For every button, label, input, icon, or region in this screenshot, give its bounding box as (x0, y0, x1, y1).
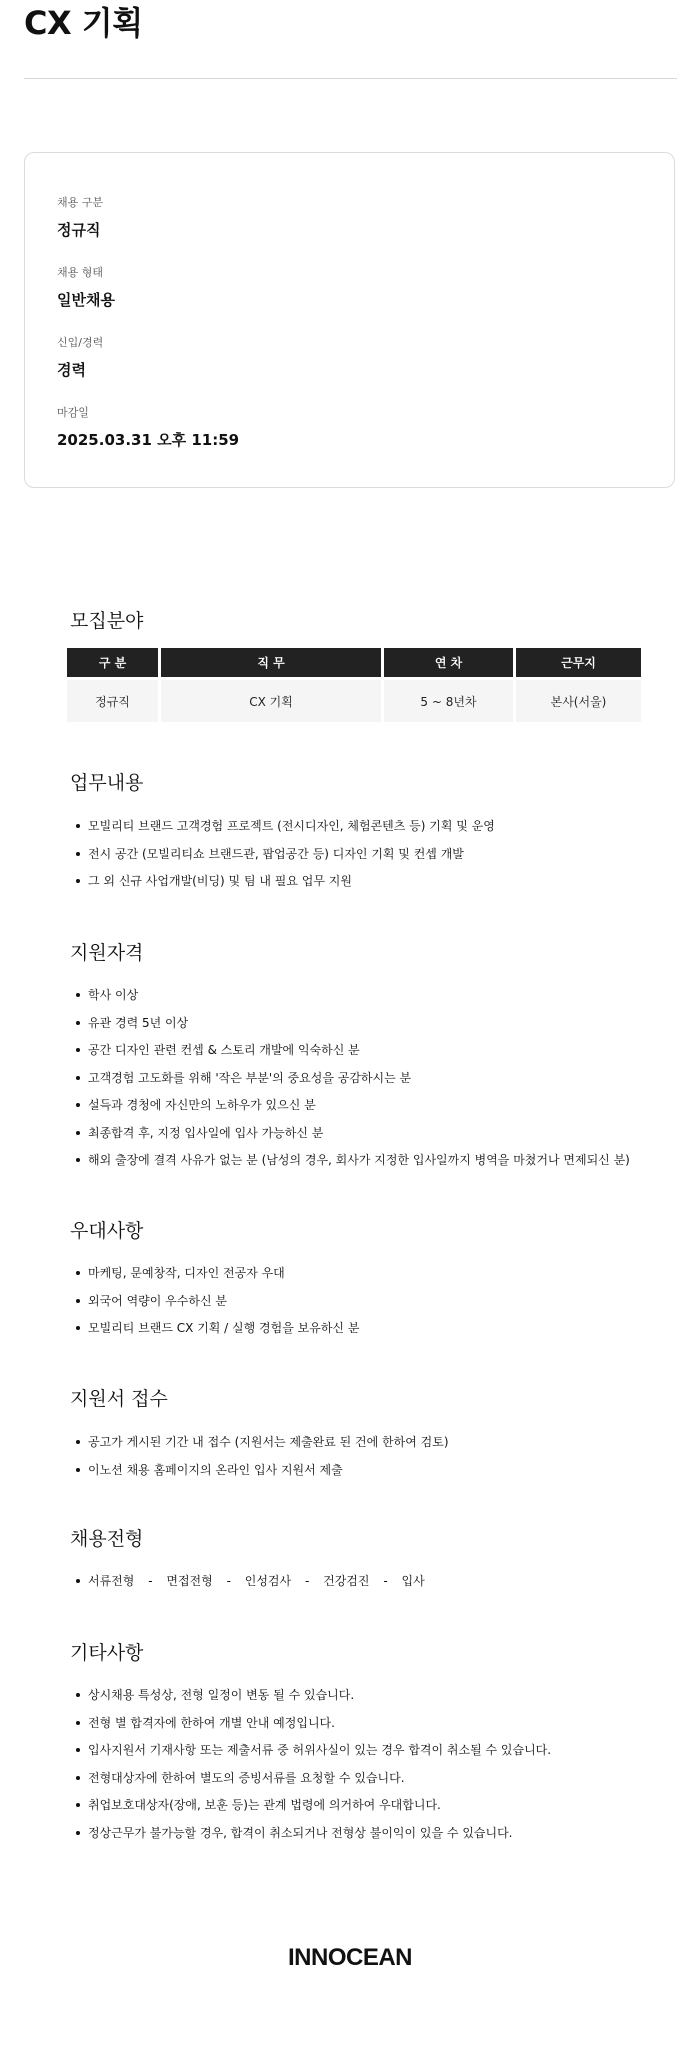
table-cell: 정규직 (67, 680, 158, 722)
process-step: 입사 (401, 1574, 425, 1588)
info-employment-category (57, 195, 103, 241)
list-item: 전형 별 합격자에 한하여 개별 안내 예정입니다. (74, 1715, 551, 1743)
list-item: 입사지원서 기재사항 또는 제출서류 중 허위사실이 있는 경우 합격이 취소될 수 있습니다. (74, 1742, 551, 1770)
section-heading-preferred: 우대사항 (70, 1220, 144, 1242)
list-item: 전형대상자에 한하여 별도의 증빙서류를 요청할 수 있습니다. (74, 1770, 551, 1798)
process-step: 면접전형 (166, 1574, 213, 1588)
list-item: 고객경험 고도화를 위해 '작은 부분'의 중요성을 공감하시는 분 (74, 1070, 630, 1098)
section-heading-etc: 기타사항 (70, 1642, 144, 1664)
list-item: 해외 출장에 결격 사유가 없는 분 (남성의 경우, 회사가 지정한 입사일까지 병역을 마쳤거나 면제되신 분) (74, 1152, 630, 1180)
table-row (67, 680, 641, 722)
application-list (74, 1434, 449, 1489)
section-heading-duties: 업무내용 (70, 772, 144, 794)
innocean-logo: INNOCEAN (287, 1944, 412, 1971)
table-cell: CX 기획 (161, 680, 381, 722)
list-item: 정상근무가 불가능할 경우, 합격이 취소되거나 전형상 불이익이 있을 수 있습니다. (74, 1825, 551, 1853)
list-item: 이노션 채용 홈페이지의 온라인 입사 지원서 제출 (74, 1462, 449, 1490)
process-step: 건강검진 (323, 1574, 370, 1588)
section-heading-process: 채용전형 (70, 1528, 144, 1550)
info-label: 채용 형태 (57, 266, 104, 279)
process-step: 인성검사 (244, 1574, 292, 1588)
process-separator: - (226, 1574, 231, 1588)
list-item: 모빌리티 브랜드 고객경험 프로젝트 (전시디자인, 체험콘텐츠 등) 기획 및 운영 (74, 818, 495, 846)
process-separator: - (148, 1574, 153, 1588)
section-heading-qualifications: 지원자격 (70, 942, 144, 964)
table-header-cell: 연 차 (384, 648, 513, 680)
section-heading-recruit: 모집분야 (70, 610, 144, 632)
duties-list (74, 818, 495, 901)
info-label: 채용 구분 (57, 196, 104, 209)
list-item: 공고가 게시된 기간 내 접수 (지원서는 제출완료 된 건에 한하여 검토) (74, 1434, 449, 1462)
list-item: 외국어 역량이 우수하신 분 (74, 1293, 359, 1321)
process-separator: - (383, 1574, 388, 1588)
list-item: 그 외 신규 사업개발(비딩) 및 팀 내 필요 업무 지원 (74, 873, 495, 901)
info-value: 경력 (57, 361, 86, 379)
section-heading-application: 지원서 접수 (70, 1388, 168, 1410)
list-item: 유관 경력 5년 이상 (74, 1015, 630, 1043)
list-item: 공간 디자인 관련 컨셉 & 스토리 개발에 익숙하신 분 (74, 1042, 630, 1070)
list-item: 최종합격 후, 지정 입사일에 입사 가능하신 분 (74, 1125, 630, 1153)
list-item: 상시채용 특성상, 전형 일정이 변동 될 수 있습니다. (74, 1687, 551, 1715)
table-cell: 5 ~ 8년차 (384, 680, 513, 722)
table-cell: 본사(서울) (516, 680, 641, 722)
list-item: 모빌리티 브랜드 CX 기획 / 실행 경험을 보유하신 분 (74, 1320, 359, 1348)
recruit-table (64, 648, 644, 722)
info-career-level (57, 335, 103, 381)
list-item: 학사 이상 (74, 987, 630, 1015)
info-label: 신입/경력 (57, 336, 104, 349)
info-value: 일반채용 (57, 291, 115, 309)
preferred-list (74, 1265, 359, 1348)
qualifications-list (74, 987, 630, 1180)
list-item: 전시 공간 (모빌리티쇼 브랜드관, 팝업공간 등) 디자인 기획 및 컨셉 개발 (74, 846, 495, 874)
table-header-row (67, 648, 641, 680)
info-value: 정규직 (57, 221, 101, 239)
list-item: 마케팅, 문예창작, 디자인 전공자 우대 (74, 1265, 359, 1293)
process-steps (74, 1573, 425, 1589)
process-separator: - (304, 1574, 310, 1588)
info-deadline (57, 405, 239, 451)
job-info-card (24, 152, 675, 488)
title-divider (24, 78, 677, 79)
table-header-cell: 구 분 (67, 648, 158, 680)
etc-list (74, 1687, 551, 1852)
page-title: CX 기획 (24, 4, 143, 42)
list-item: 취업보호대상자(장애, 보훈 등)는 관계 법령에 의거하여 우대합니다. (74, 1797, 551, 1825)
info-label: 마감일 (57, 406, 89, 419)
info-value: 2025.03.31 오후 11:59 (57, 431, 240, 449)
process-step: 서류전형 (88, 1574, 135, 1588)
info-employment-type (57, 265, 115, 311)
list-item: 설득과 경청에 자신만의 노하우가 있으신 분 (74, 1097, 630, 1125)
table-header-cell: 근무지 (516, 648, 641, 680)
table-header-cell: 직 무 (161, 648, 381, 680)
